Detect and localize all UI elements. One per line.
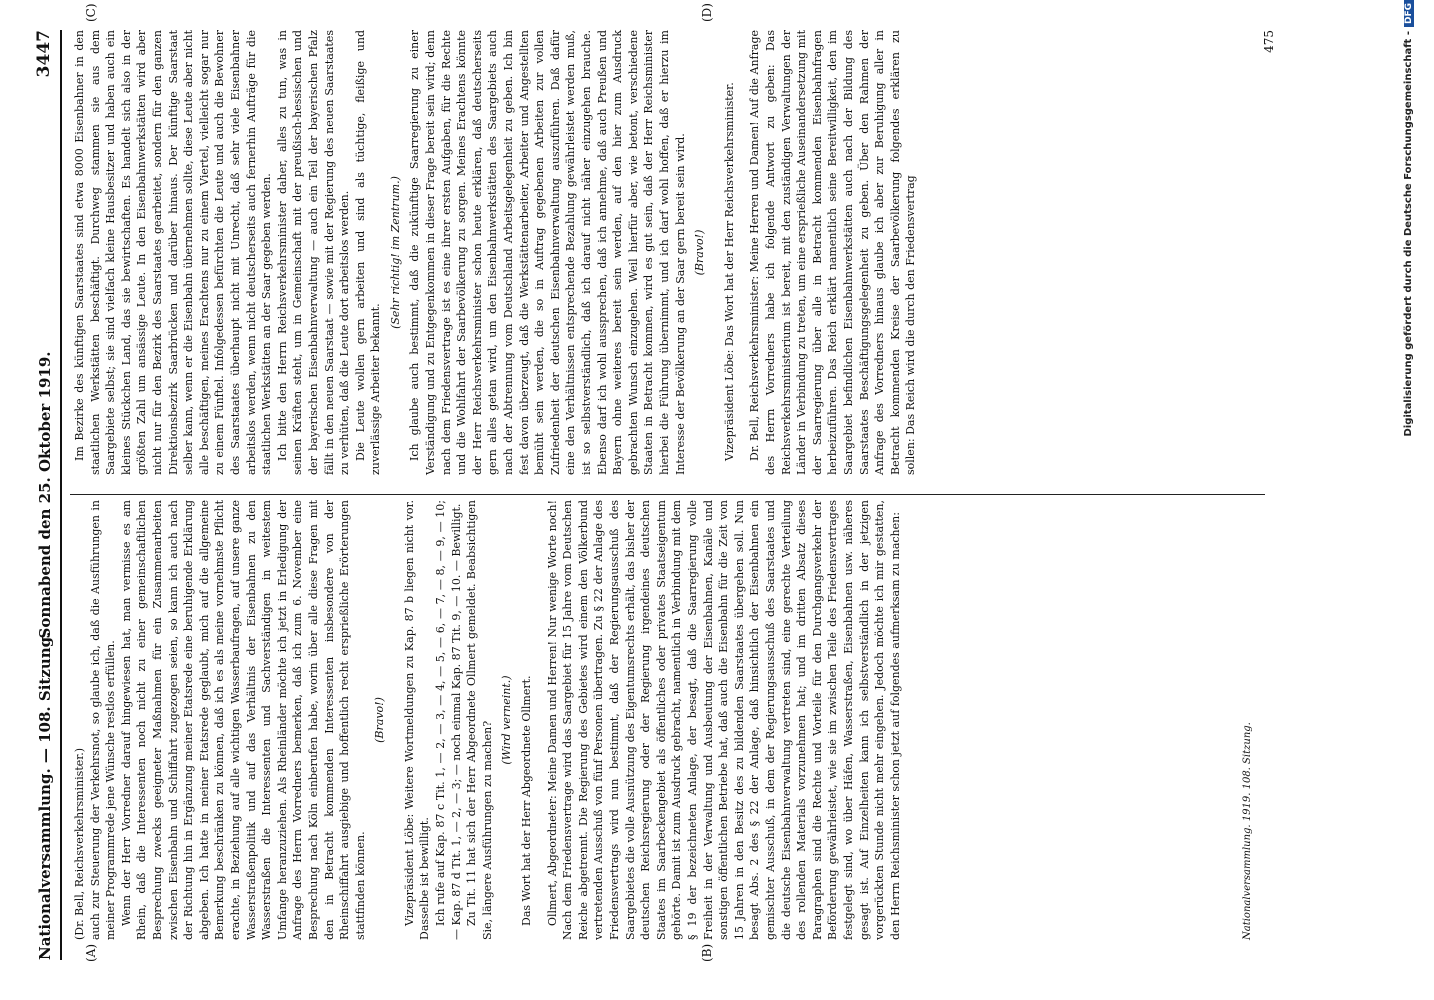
paragraph: Ollmert, Abgeordneter: Meine Damen und Herren! Nur wenige Worte noch! Nach dem Friedensvertrage wird das Saargebiet für 15 Jahre vom Deutschen Reiche abgetrennt. Die Regierung des Gebietes wird einem den Völkerbund vertretenden Ausschuß von fünf Personen übertragen. Zu § 22 der Anlage des Friedensvertrags wird nun bestimmt, daß der Regierungsausschuß des Saargebietes die volle Ausnützung des Eigentumsrechts erhält, das bisher der deutschen Reichsregierung oder der Regierung irgendeines deutschen Staates im Saarbeckengebiet als öffentliches oder privates Staatseigentum gehörte. Damit ist zum Ausdruck gebracht, namentlich in Verbindung mit dem § 19 der bezeichneten Anlage, der besagt, daß die Saarregierung volle Freiheit in der Verwaltung und Ausbeutung der Eisenbahnen, Kanäle und sonstigen öffentlichen Betriebe hat, daß auch die Eisenbahn für die Zeit von 15 Jahren in den Besitz des zu bildenden Saarstaates übergehen soll. Nun besagt Abs. 2 des § 22 der Anlage, daß hinsichtlich der Eisenbahnen ein gemischter Ausschuß, in dem der Regierungsausschuß des Saarstaates und die deutsche Eisenbahnverwaltung vertreten sind, eine gerechte Verteilung des rollenden Materials vorzunehmen hat; und im dritten Absatz dieses Paragraphen sind die Rechte und Vorteile für den Durchgangsverkehr der Beförderung gewährleistet, wie sie im zwischen Teile des Friedensvertrages festgelegt sind, wo über Häfen, Wasserstraßen, Eisenbahnen usw. näheres gesagt ist. Auf Einzelheiten kann ich selbstverständlich in der jetzigen vorgerückten Stunde nicht mehr eingehen. Jedoch möchte ich mir gestatten, den Herrn Reichsminister schon jetzt auf folgendes aufmerksam zu machen:: [545, 500, 902, 940]
interjection: (Wird verneint.): [500, 675, 514, 765]
header-left: Nationalversammlung. — 108. Sitzung.: [36, 631, 54, 960]
right-column: [72, 30, 919, 475]
margin-letter-c: (C): [84, 3, 98, 22]
column-divider: [70, 494, 1265, 495]
paragraph: Das Wort hat der Herr Abgeordnete Ollmert.: [520, 675, 534, 926]
paragraph: Die Leute wollen gern arbeiten und sind als tüchtige, fleißige und zuverlässige Arbeiter bekannt.: [353, 30, 383, 475]
paragraph: Ich bitte den Herrn Reichsverkehrsminister daher, alles zu tun, was in seinen Kräften steht, um in Gemeinschaft mit der preußisch-hessischen und der bayerischen Eisenbahnverwaltung — auch ein Teil der bayerischen Pfalz fällt in den neuen Saarstaat — sowie mit der Regierung des neuen Saarstaates zu verhüten, daß die Leute dort arbeitslos werden.: [275, 30, 352, 475]
paragraph: Vizepräsident Löbe: Weitere Wortmeldungen zu Kap. 87 b liegen nicht vor. Dasselbe ist bewilligt.: [402, 500, 432, 940]
left-column: [72, 500, 903, 940]
speaker-reference: (Dr. Bell, Reichsverkehrsminister.): [73, 747, 86, 940]
margin-letter-a: (A): [84, 943, 98, 962]
digitization-credit: [1403, 0, 1425, 1000]
page-header: [34, 30, 62, 960]
interjection: (Bravo!): [373, 697, 387, 743]
credit-text: Digitalisierung gefördert durch die Deutsche Forschungsgemeinschaft -: [1403, 31, 1414, 437]
paragraph: auch zur Steuerung der Verkehrsnot, so glaube ich, daß die Ausführungen in meiner Programmrede jene Wünsche restlos erfüllen.: [88, 500, 118, 940]
footnote: Nationalversammlung. 1919. 108. Sitzung.: [1242, 722, 1253, 940]
paragraph: Wenn der Herr Vorredner darauf hingewiesen hat, man vermisse es am Rhein, daß die Interessenten noch nicht zu einer gemeinschaftlichen Besprechung zwecks geeigneter Maßnahmen für ein Zusammenarbeiten zwischen Eisenbahn und Schiffahrt zugezogen seien, so kann ich auch nach der Richtung hin in Ergänzung meiner Etatsrede eine beruhigende Erklärung abgeben. Ich hatte in meiner Etatsrede geglaubt, mich auf die allgemeine Bemerkung beschränken zu können, daß ich es als meine vornehmste Pflicht erachte, in Beziehung auf alle wichtigen Wasserbaufragen, auf unsere ganze Wasserstraßenpolitik und auf das Verhältnis der Eisenbahnen zu den Wasserstraßen die Interessenten und Sachverständigen in weitestem Umfange heranzuziehen. Als Rheinländer möchte ich jetzt in Erledigung der Anfrage des Herrn Vorredners bemerken, daß ich zum 6. November eine Besprechung nach Köln einberufen habe, worin über alle diese Fragen mit den in Betracht kommenden Interessenten insbesondere von der Rheinschiffahrt ausgiebige und hoffentlich recht ersprießliche Erörterungen stattfinden können.: [119, 500, 367, 940]
paragraph: Vizepräsident Löbe: Das Wort hat der Herr Reichsverkehrsminister.: [722, 82, 736, 461]
paragraph: Ich rufe auf Kap. 87 c Tit. 1, — 2, — 3, — 4, — 5, — 6, — 7, — 8, — 9, — 10; — Kap. 87 d Tit. 1, — 2, — 3; — noch einmal Kap. 87 Tit. 9, — 10. — Bewilligt.: [434, 500, 463, 940]
header-date: Sonnabend den 25. Oktober 1919.: [36, 351, 54, 639]
margin-letter-b: (B): [700, 943, 714, 962]
page-number: 3447: [34, 30, 54, 78]
interjection: (Bravo!): [693, 229, 707, 276]
paragraph: Dr. Bell, Reichsverkehrsminister: Meine Herren und Damen! Auf die Anfrage des Herrn Vorredners habe ich folgende Antwort zu geben: Das Reichsverkehrsministerium ist bereit, mit den zuständigen Verwaltungen der Länder in Verbindung zu treten, um eine ersprießliche Auseinandersetzung mit der Saarregierung über alle in Betracht kommenden Eisenbahnfragen herbeizuführen. Das Reich erklärt namentlich seine Bereitwilligkeit, den im Saargebiet befindlichen Eisenbahnwerkstätten auch nach der Bildung des Saarstaates Beschäftigungsgelegenheit zu geben. Über den Rahmen der Anfrage des Vorredners hinaus glaube ich aber zur Beruhigung aller in Betracht kommenden Kreise der Saarbevölkerung folgendes erklären zu sollen: Das Reich wird die durch den Friedensvertrag: [748, 30, 918, 475]
dfg-logo: DFG: [1404, 0, 1414, 27]
interjection: (Sehr richtig! im Zentrum.): [388, 176, 402, 329]
margin-letter-d: (D): [700, 3, 714, 22]
paragraph: Im Bezirke des künftigen Saarstaates sind etwa 8000 Eisenbahner in den staatlichen Werkstätten beschäftigt. Durchweg stammen sie aus dem Saargebiete selbst; sie sind vielfach kleine Hausbesitzer und haben auch ein kleines Stückchen Land, das sie bewirtschaften. Es handelt sich also in der größten Zahl um ansässige Leute. In den Eisenbahnwerkstätten wird aber nicht nur für den Bezirk des Saarstaates gearbeitet, sondern für den ganzen Direktionsbezirk Saarbrücken und darüber hinaus. Der künftige Saarstaat selber kann, wenn er die Eisenbahn übernehmen sollte, diese Leute aber nicht alle beschäftigen, meines Erachtens nur zu einem Viertel, vielleicht sogar nur zu einem Fünftel. Infolgedessen befürchten die Leute und auch die Bewohner des Saarstaates überhaupt nicht mit Unrecht, daß sehr viele Eisenbahner arbeitslos werden, wenn nicht deutscherseits auch fernerhin Aufträge für die staatlichen Werkstätten an der Saar gegeben werden.: [73, 30, 274, 475]
paragraph: Zu Tit. 11 hat sich der Herr Abgeordnete Ollmert gemeldet. Beabsichtigen Sie, längere Ausführungen zu machen?: [465, 500, 494, 940]
paragraph: Ich glaube auch bestimmt, daß die zukünftige Saarregierung zu einer Verständigung und zu Entgegenkommen in dieser Frage bereit sein wird; denn nach dem Friedensvertrage ist es eine ihrer ersten Aufgaben, für die Rechte und die Wohlfahrt der Saarbevölkerung zu sorgen. Meines Erachtens könnte der Herr Reichsverkehrsminister schon heute erklären, daß deutscherseits gern alles getan wird, um den Eisenbahnwerkstätten des Saargebiets auch nach der Abtrennung vom Deutschland Arbeitsgelegenheit zu geben. Ich bin fest davon überzeugt, daß die Werkstättenarbeiter, Arbeiter und Angestellten bemüht sein werden, die so in Auftrag gegebenen Arbeiten zur vollen Zufriedenheit der deutschen Eisenbahnverwaltung auszuführen. Daß dafür eine den Verhältnissen entsprechende Bezahlung gewährleistet werden muß, ist so selbstverständlich, daß ich darauf nicht näher einzugehen brauche. Ebenso darf ich wohl aussprechen, daß ich annehme, daß auch Preußen und Bayern ohne weiteres bereit sein werden, auf den hier zum Ausdruck gebrachten Wunsch einzugehen. Weil hierfür aber, wie betont, verschiedene Staaten in Betracht kommen, wird es gut sein, daß der Herr Reichsminister hierbei die Führung übernimmt, und ich darf wohl hoffen, daß er hierzu im Interesse der Bevölkerung an der Saar gern bereit sein wird.: [408, 30, 687, 475]
sheet-number: 475: [1262, 30, 1276, 53]
